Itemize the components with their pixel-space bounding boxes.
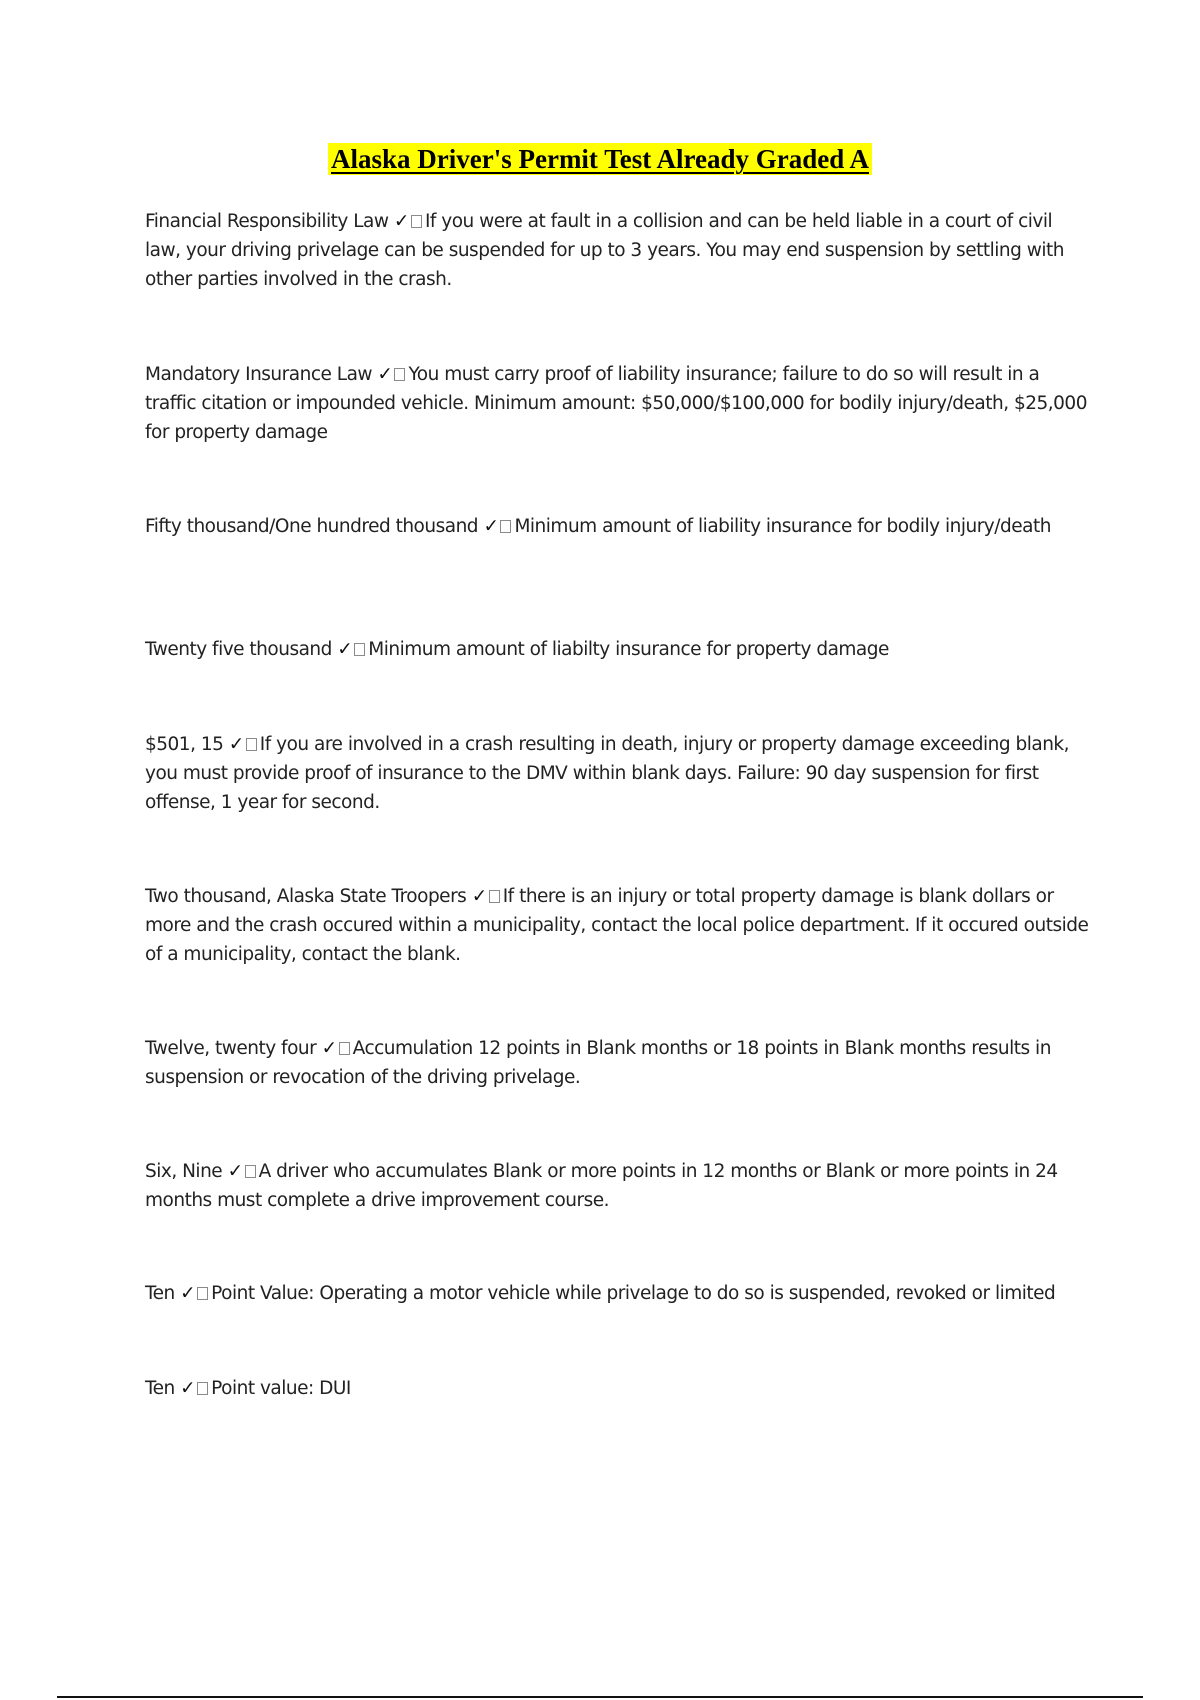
entry-property-damage-minimum xyxy=(145,635,1090,664)
check-icon: ✓ xyxy=(227,1161,243,1182)
entry-financial-responsibility xyxy=(145,207,1090,294)
entry-crash-reporting xyxy=(145,730,1090,817)
entry-definition: You must carry proof of liability insurance; failure to do so will result in a traffic citation or impounded vehicle. Minimum amount: $50,000/$100,000 for bodily injury/death, $25,000 for property damage xyxy=(145,364,1087,443)
entry-term: Mandatory Insurance Law xyxy=(145,364,373,385)
entry-improvement-course xyxy=(145,1157,1090,1215)
check-icon: ✓ xyxy=(337,639,353,660)
entry-term: Twelve, twenty four xyxy=(145,1038,317,1059)
checkbox-icon xyxy=(411,215,422,228)
entry-term: Twenty five thousand xyxy=(145,639,332,660)
entry-police-contact xyxy=(145,882,1090,969)
entry-definition: Minimum amount of liability insurance for bodily injury/death xyxy=(514,516,1051,537)
checkbox-icon xyxy=(339,1042,350,1055)
checkbox-icon xyxy=(245,1165,256,1178)
entry-definition: Accumulation 12 points in Blank months or 18 points in Blank months results in suspension or revocation of the driving privelage. xyxy=(145,1038,1051,1088)
entry-point-value-suspended xyxy=(145,1279,1090,1308)
entry-definition: If there is an injury or total property damage is blank dollars or more and the crash occured within a municipality, contact the local police department. If it occured outside of a municipality, contact the blank. xyxy=(145,886,1089,965)
check-icon: ✓ xyxy=(393,211,409,232)
document-title: Alaska Driver's Permit Test Already Graded A xyxy=(328,143,872,175)
entry-term: $501, 15 xyxy=(145,734,224,755)
title-container xyxy=(0,143,1200,175)
entry-term: Two thousand, Alaska State Troopers xyxy=(145,886,467,907)
entry-mandatory-insurance xyxy=(145,360,1090,447)
entry-definition: A driver who accumulates Blank or more points in 12 months or Blank or more points in 24 months must complete a drive improvement course. xyxy=(145,1161,1058,1211)
check-icon: ✓ xyxy=(377,364,393,385)
checkbox-icon xyxy=(500,520,511,533)
entry-definition: Point Value: Operating a motor vehicle while privelage to do so is suspended, revoked or limited xyxy=(211,1283,1056,1304)
checkbox-icon xyxy=(489,890,500,903)
check-icon: ✓ xyxy=(483,516,499,537)
entry-term: Financial Responsibility Law xyxy=(145,211,389,232)
checkbox-icon xyxy=(394,368,405,381)
checkbox-icon xyxy=(354,643,365,656)
entry-point-value-dui xyxy=(145,1374,1090,1403)
entry-term: Ten xyxy=(145,1378,175,1399)
entry-term: Fifty thousand/One hundred thousand xyxy=(145,516,479,537)
check-icon: ✓ xyxy=(471,886,487,907)
check-icon: ✓ xyxy=(321,1038,337,1059)
check-icon: ✓ xyxy=(180,1283,196,1304)
check-icon: ✓ xyxy=(180,1378,196,1399)
check-icon: ✓ xyxy=(228,734,244,755)
checkbox-icon xyxy=(197,1382,208,1395)
entry-term: Six, Nine xyxy=(145,1161,223,1182)
entry-definition: If you were at fault in a collision and can be held liable in a court of civil law, your driving privelage can be suspended for up to 3 years. You may end suspension by settling with other parties involved in the crash. xyxy=(145,211,1064,290)
entry-term: Ten xyxy=(145,1283,175,1304)
entry-definition: Minimum amount of liabilty insurance for property damage xyxy=(368,639,889,660)
entry-definition: Point value: DUI xyxy=(211,1378,351,1399)
checkbox-icon xyxy=(246,738,257,751)
checkbox-icon xyxy=(197,1287,208,1300)
page-bottom-divider xyxy=(57,1696,1143,1698)
entry-definition: If you are involved in a crash resulting in death, injury or property damage exceeding blank, you must provide proof of insurance to the DMV within blank days. Failure: 90 day suspension for first offense, 1 year for second. xyxy=(145,734,1070,813)
entry-point-accumulation xyxy=(145,1034,1090,1092)
entry-bodily-injury-minimum xyxy=(145,512,1090,541)
